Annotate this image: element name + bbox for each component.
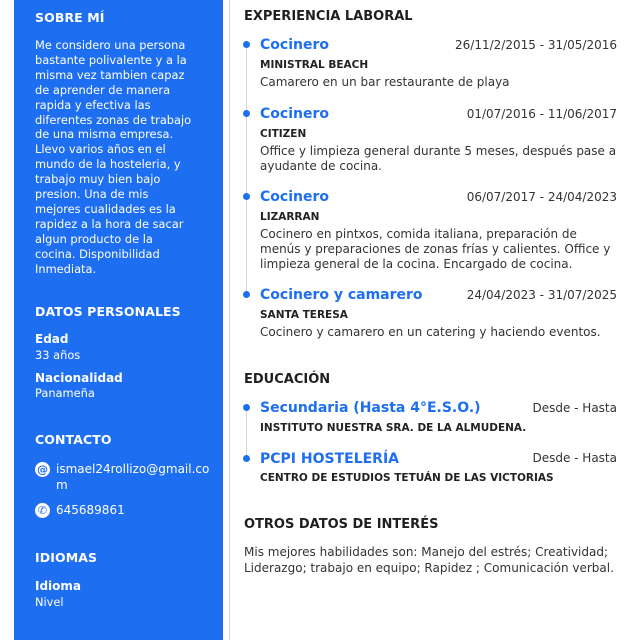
- job-title: Cocinero y camarero: [260, 287, 423, 303]
- email-contact[interactable]: [35, 461, 215, 493]
- age-value: 33 años: [35, 348, 81, 362]
- phone-contact[interactable]: [35, 502, 125, 518]
- email-text[interactable]: ismael24rollizo@gmail.co m: [56, 462, 210, 492]
- job-company: MINISTRAL BEACH: [260, 59, 369, 71]
- at-sign-icon: @: [37, 463, 48, 476]
- job-title: Cocinero: [260, 189, 329, 205]
- timeline-dot: [243, 404, 250, 411]
- education-institution: INSTITUTO NUESTRA SRA. DE LA ALMUDENA.: [260, 422, 527, 434]
- nationality-label: Nacionalidad: [35, 371, 123, 385]
- job-company: CITIZEN: [260, 128, 307, 140]
- job-title: Cocinero: [260, 106, 329, 122]
- timeline-dot: [243, 291, 250, 298]
- sidebar: [14, 0, 223, 640]
- nationality-value: Panameña: [35, 386, 95, 400]
- timeline-dot: [243, 455, 250, 462]
- education-timeline: [246, 409, 247, 459]
- about-text: Me considero una persona bastante polivalente y a la misma vez tambien capaz de aprender de manera rapida y efectiva las diferentes zonas de trabajo de una misma empresa. Llevo varios años en el mundo de la hosteleria, y trabajo muy bien bajo presion. Una de mis mejores cualidades es la rapidez a la hora de sacar algun producto de la cocina. Disponibilidad Inmediata.: [35, 38, 192, 276]
- other-info-heading: OTROS DATOS DE INTERÉS: [244, 517, 439, 532]
- job-company: LIZARRAN: [260, 211, 320, 223]
- phone-icon: ✆: [35, 503, 50, 518]
- personal-data-heading: DATOS PERSONALES: [35, 304, 181, 319]
- education-title: PCPI HOSTELERÍA: [260, 451, 400, 467]
- language-level: Nivel: [35, 595, 64, 609]
- timeline-dot: [243, 41, 250, 48]
- education-dates: Desde - Hasta: [532, 451, 617, 465]
- left-margin: [0, 0, 14, 640]
- job-dates: 26/11/2/2015 - 31/05/2016: [455, 38, 617, 52]
- job-description: Camarero en un bar restaurante de playa: [260, 75, 510, 89]
- experience-timeline: [246, 46, 247, 298]
- education-institution: CENTRO DE ESTUDIOS TETUÁN DE LAS VICTORIAS: [260, 472, 554, 484]
- job-company: SANTA TERESA: [260, 309, 348, 321]
- job-dates: 24/04/2023 - 31/07/2025: [466, 288, 617, 302]
- education-dates: Desde - Hasta: [532, 401, 617, 415]
- job-description: Cocinero en pintxos, comida italiana, preparación de menús y preparaciones de zonas frías y calientes. Office y limpieza general de la cocina. Encargado de cocina.: [260, 227, 611, 271]
- job-description: Cocinero y camarero en un catering y haciendo eventos.: [260, 325, 601, 339]
- language-label: Idioma: [35, 579, 82, 593]
- age-label: Edad: [35, 332, 69, 346]
- job-dates: 06/07/2017 - 24/04/2023: [466, 190, 617, 204]
- column-divider: [229, 0, 230, 640]
- job-title: Cocinero: [260, 37, 329, 53]
- experience-heading: EXPERIENCIA LABORAL: [244, 9, 413, 24]
- languages-heading: IDIOMAS: [35, 550, 98, 565]
- timeline-dot: [243, 110, 250, 117]
- education-title: Secundaria (Hasta 4°E.S.O.): [260, 400, 481, 416]
- job-description: Office y limpieza general durante 5 meses, después pase a ayudante de cocina.: [260, 144, 617, 173]
- phone-text[interactable]: 645689861: [56, 503, 125, 517]
- about-heading: SOBRE MÍ: [35, 10, 105, 25]
- other-info-text: Mis mejores habilidades son: Manejo del estrés; Creatividad; Liderazgo; trabajo en equipo; Rapidez ; Comunicación verbal.: [244, 545, 614, 575]
- timeline-dot: [243, 193, 250, 200]
- contact-heading: CONTACTO: [35, 432, 112, 447]
- education-heading: EDUCACIÓN: [244, 372, 331, 387]
- job-dates: 01/07/2016 - 11/06/2017: [466, 107, 617, 121]
